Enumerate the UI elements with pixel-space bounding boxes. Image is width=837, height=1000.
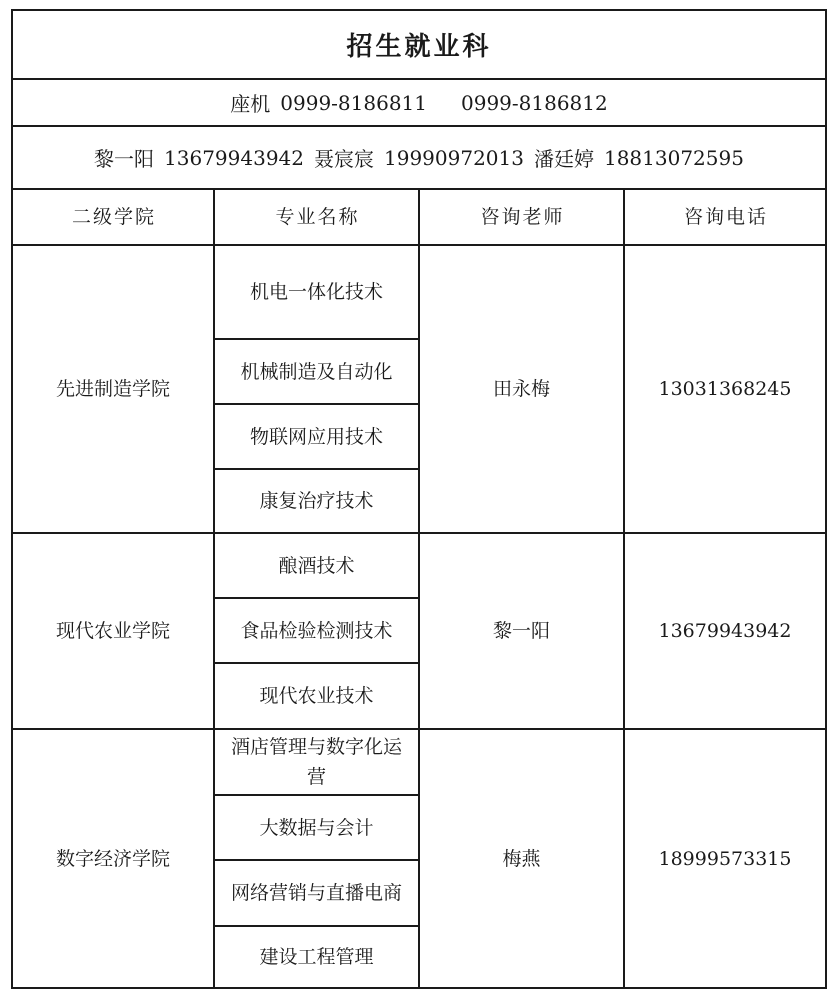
header-college: 二级学院: [71, 206, 156, 228]
teacher-cell: 田永梅: [492, 378, 550, 400]
landline-number-2: 0999-8186812: [461, 90, 608, 115]
college-name: 现代农业学院: [55, 620, 170, 642]
landline-row: [13, 80, 825, 127]
contact-table: [11, 9, 827, 989]
contact-name: 聂宸宸: [314, 147, 374, 171]
major-cell: 酿酒技术: [278, 554, 355, 577]
landline-label: 座机: [230, 92, 271, 116]
contact-phone: 18813072595: [603, 145, 744, 170]
major-cell: 食品检验检测技术: [240, 619, 393, 642]
contacts-row: [13, 127, 825, 190]
header-major: 专业名称: [275, 206, 360, 228]
college-name: 数字经济学院: [55, 847, 170, 870]
major-cell: 康复治疗技术: [259, 490, 374, 512]
title-text: 招生就业科: [346, 32, 492, 62]
phone-cell: 13679943942: [658, 620, 792, 642]
major-cell: 机械制造及自动化: [240, 360, 393, 383]
header-phone: 咨询电话: [683, 206, 768, 228]
major-cell: 大数据与会计: [259, 816, 374, 839]
header-teacher: 咨询老师: [480, 206, 565, 228]
contact-name: 黎一阳: [94, 147, 155, 171]
major-cell: 酒店管理与数字化运营: [230, 736, 402, 788]
page-title: [13, 11, 825, 80]
contact-phone: 13679943942: [164, 145, 304, 170]
phone-cell: 18999573315: [658, 847, 792, 870]
contact-phone: 19990972013: [384, 145, 524, 170]
major-cell: 网络营销与直播电商: [230, 882, 402, 904]
landline-number-1: 0999-8186811: [280, 90, 427, 115]
major-cell: 物联网应用技术: [249, 425, 383, 448]
teacher-cell: 梅燕: [502, 847, 541, 870]
college-name: 先进制造学院: [55, 378, 170, 400]
major-cell: 建设工程管理: [259, 946, 374, 968]
major-cell: 机电一体化技术: [249, 281, 383, 303]
contact-name: 潘廷婷: [533, 147, 594, 171]
major-cell: 现代农业技术: [259, 685, 374, 707]
teacher-cell: 黎一阳: [492, 620, 550, 642]
phone-cell: 13031368245: [658, 378, 792, 400]
